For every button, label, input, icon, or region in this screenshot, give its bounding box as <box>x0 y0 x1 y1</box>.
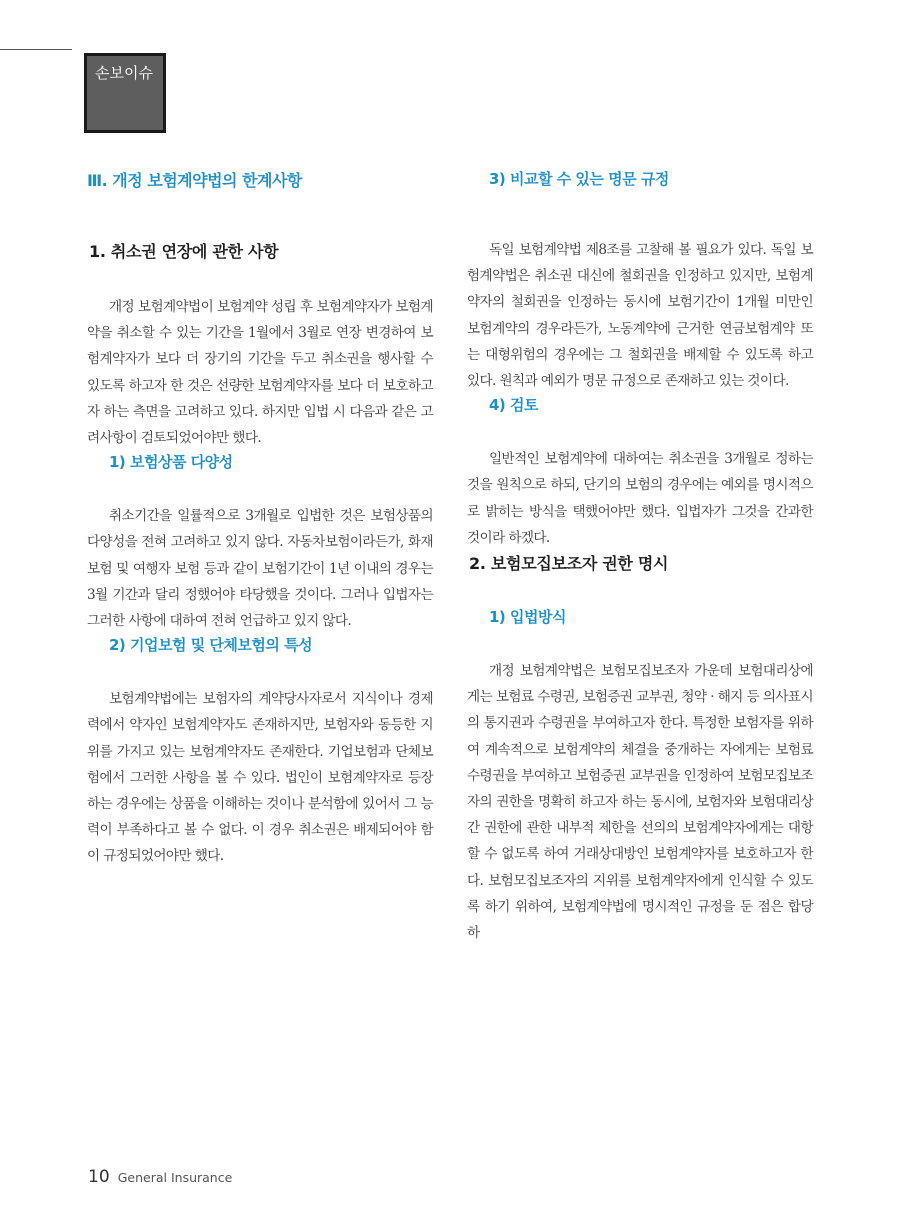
paragraph-cancellation: 개정 보험계약법이 보험계약 성립 후 보험계약자가 보험계약을 취소할 수 있는 기간을 1월에서 3월로 연장 변경하여 보험계약자가 보다 더 장기의 기간을 두고 취소권을 행사할 수 있도록 하고자 한 것은 선량한 보험계약자를 보다 더 보호하고자 하는 측면을 고려하고 있다. 하지만 입법 시 다음과 같은 고려사항이 검토되었어야만 했다. <box>87 299 433 447</box>
paragraph-review: 일반적인 보험계약에 대하여는 취소권을 3개월로 정하는 것을 원칙으로 하되, 단기의 보험의 경우에는 예외를 명시적으로 밝히는 방식을 택했어야만 했다. 입법자가 그것을 간과한 것이라 하겠다. <box>467 451 813 546</box>
section-tag <box>84 53 166 133</box>
section-tag-label: 손보이슈 <box>95 64 153 82</box>
section-title: Ⅲ. 개정 보험계약법의 한계사항 <box>87 171 302 190</box>
left-column <box>87 168 433 870</box>
paragraph-product-diversity: 취소기간을 일률적으로 3개월로 입법한 것은 보험상품의 다양성을 전혀 고려하고 있지 않다. 자동차보험이라든가, 화재보험 및 여행자 보험 등과 같이 보험기간이 1년 이내의 경우는 3월 기간과 달리 정했어야 타당했을 것이다. 그러나 입법자는 그러한 사항에 대하여 전혀 언급하고 있지 않다. <box>87 508 433 630</box>
publication-name: General Insurance <box>117 1170 233 1185</box>
paragraph-comparable-provisions: 독일 보험계약법 제8조를 고찰해 볼 필요가 있다. 독일 보험계약법은 취소권 대신에 철회권을 인정하고 있지만, 보험계약자의 철회권을 인정하는 동시에 보험기간이 1개월 미만인 보험계약의 경우라든가, 노동계약에 근거한 연금보험계약 또는 대형위험의 경우에는 그 철회권을 배제할 수 있도록 하고 있다. 원칙과 예외가 명문 규정으로 존재하고 있는 것이다. <box>467 242 813 390</box>
subsection-title-1: 1. 취소권 연장에 관한 사항 <box>89 242 279 261</box>
heading-review: 4) 검토 <box>489 396 538 415</box>
heading-product-diversity: 1) 보험상품 다양성 <box>109 453 233 472</box>
paragraph-legislative-method: 개정 보험계약법은 보험모집보조자 가운데 보험대리상에게는 보험료 수령권, 보험증권 교부권, 청약 · 해지 등 의사표시의 통지권과 수령권을 부여하고자 한다. 특정한 보험자를 위하여 계속적으로 보험계약의 체결을 중개하는 자에게는 보험료 수령권을 부여하고 보험증권 교부권을 인정하여 보험모집보조자의 권한을 명확히 하고자 하는 동시에, 보험자와 보험대리상 간 권한에 관한 내부적 제한을 선의의 보험계약자에게는 대항할 수 없도록 하여 거래상대방인 보험계약자를 보호하고자 한다. 보험모집보조자의 지위를 보험계약자에게 인식할 수 있도록 하기 위하여, 보험계약법에 명시적인 규정을 둔 점은 합당하 <box>467 663 813 942</box>
heading-corporate-insurance: 2) 기업보험 및 단체보험의 특성 <box>109 636 313 655</box>
top-rule <box>0 49 72 50</box>
heading-legislative-method: 1) 입법방식 <box>489 608 566 627</box>
page-footer <box>88 1167 232 1187</box>
paragraph-corporate-insurance: 보험계약법에는 보험자의 계약당사자로서 지식이나 경제력에서 약자인 보험계약자도 존재하지만, 보험자와 동등한 지위를 가지고 있는 보험계약자도 존재한다. 기업보험과 단체보험에서 그러한 사항을 볼 수 있다. 법인이 보험계약자로 등장하는 경우에는 상품을 이해하는 것이나 분석함에 있어서 그 능력이 부족하다고 볼 수 없다. 이 경우 취소권은 배제되어야 함이 규정되었어야만 했다. <box>87 691 433 865</box>
subsection-title-2: 2. 보험모집보조자 권한 명시 <box>469 554 669 574</box>
right-column <box>467 168 813 946</box>
page-number: 10 <box>88 1167 110 1187</box>
heading-comparable-provisions: 3) 비교할 수 있는 명문 규정 <box>489 170 669 188</box>
